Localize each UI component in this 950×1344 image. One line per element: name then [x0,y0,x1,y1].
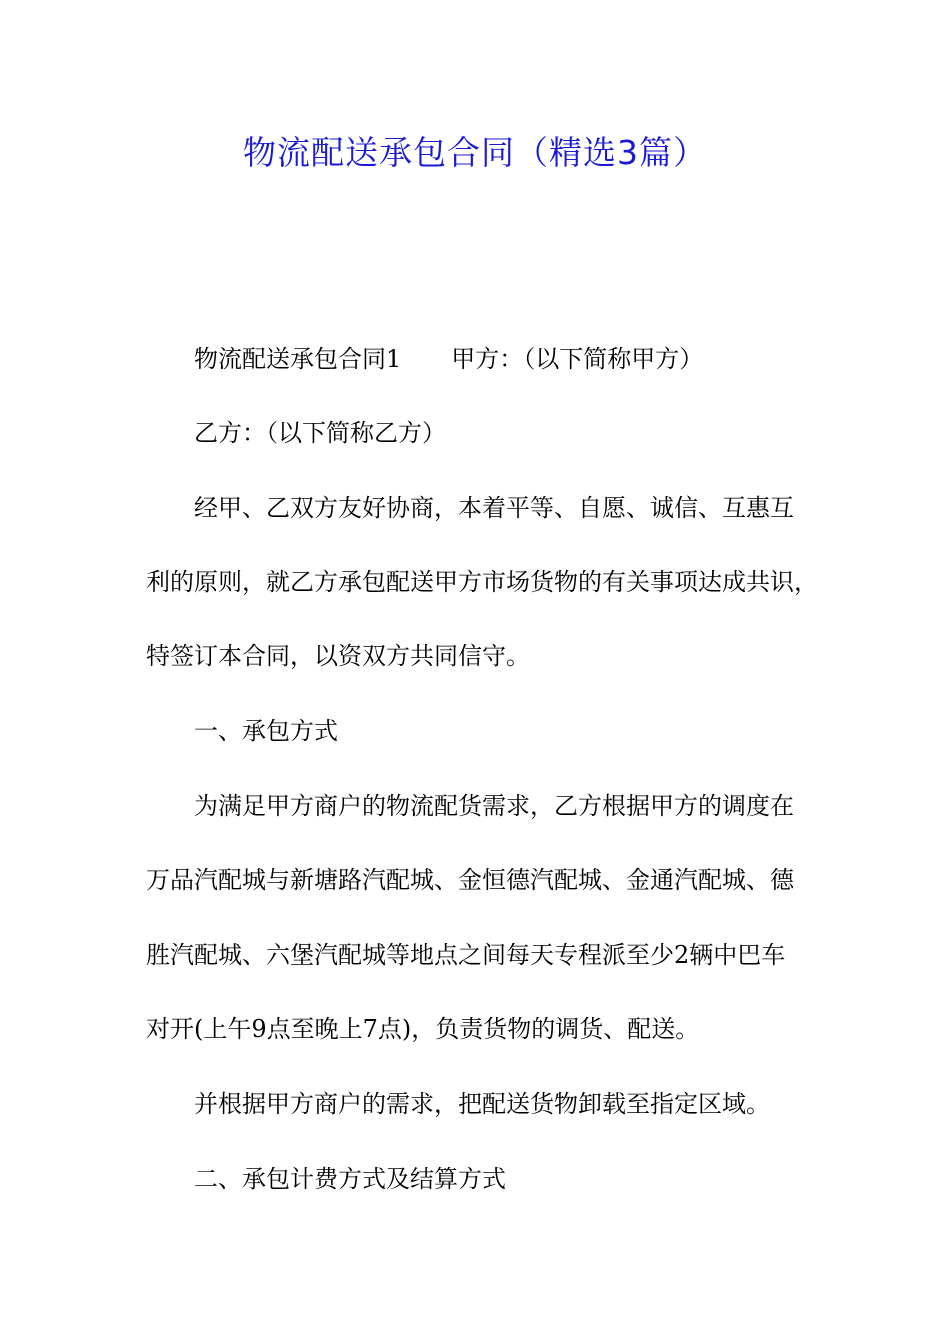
paragraph-preamble-line-1: 经甲、乙双方友好协商，本着平等、自愿、诚信、互惠互 [194,494,794,522]
party-a-label: 甲方：（以下简称甲方） [451,345,704,373]
paragraph-section1-line-4: 对开(上午9点至晚上7点)，负责货物的调货、配送。 [146,1015,700,1043]
section-heading-2: 二、承包计费方式及结算方式 [194,1165,506,1193]
paragraph-section1-line-3: 胜汽配城、六堡汽配城等地点之间每天专程派至少2辆中巴车 [146,941,786,969]
paragraph-contract-heading [146,322,836,396]
paragraph-preamble-line-2: 利的原则，就乙方承包配送甲方市场货物的有关事项达成共识， [146,568,818,596]
paragraph-section1-line-1: 为满足甲方商户的物流配货需求，乙方根据甲方的调度在 [194,792,794,820]
paragraph-party-b: 乙方：（以下简称乙方） [194,419,446,447]
paragraph-preamble-line-3: 特签订本合同，以资双方共同信守。 [146,642,530,670]
section-heading-1: 一、承包方式 [194,717,338,745]
paragraph-section1-line-2: 万品汽配城与新塘路汽配城、金恒德汽配城、金通汽配城、德 [146,866,794,894]
paragraph-section1-unloading: 并根据甲方商户的需求，把配送货物卸载至指定区域。 [194,1090,770,1118]
document-title: 物流配送承包合同（精选3篇） [243,133,707,172]
contract-number-label: 物流配送承包合同1 [194,345,402,373]
